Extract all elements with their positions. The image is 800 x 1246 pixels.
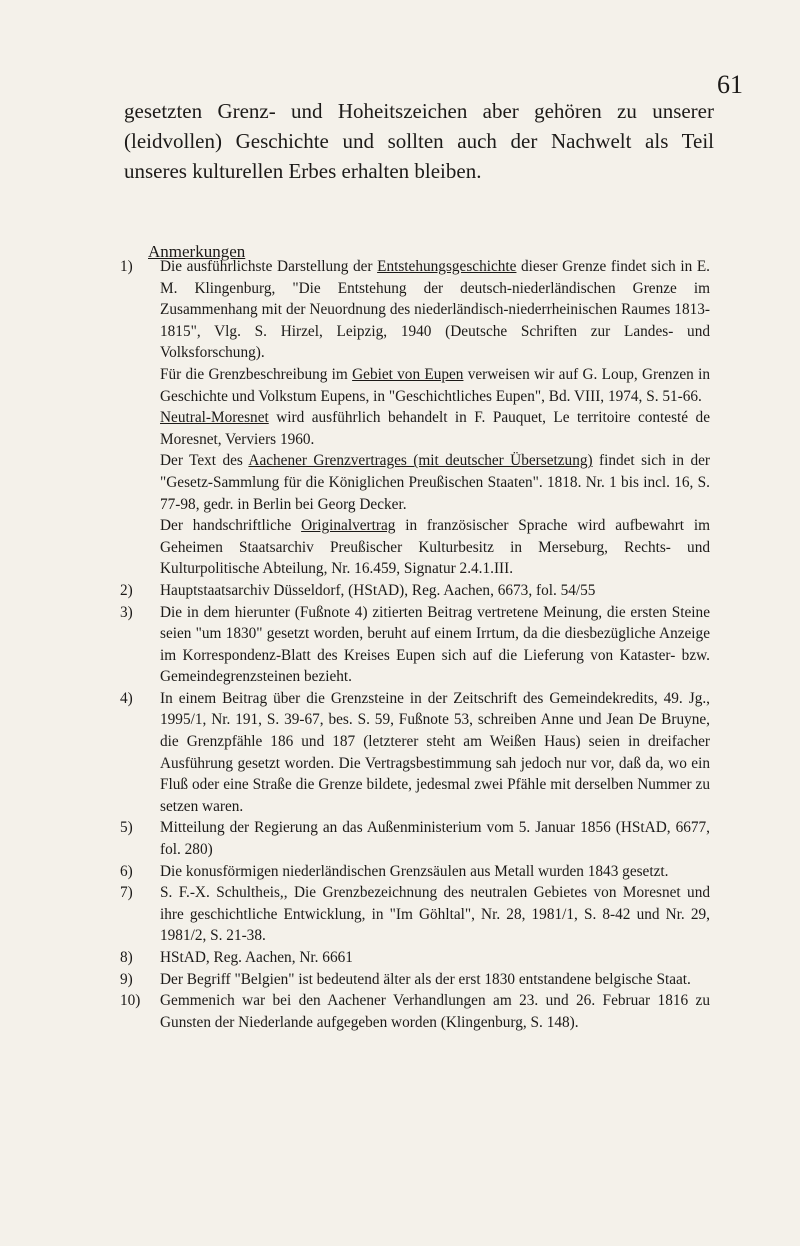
note-item bbox=[120, 990, 710, 1033]
note-text bbox=[160, 861, 710, 883]
text-run: findet sich in der "Gesetz-Sammlung für die Königlichen Preußischen Staaten". 1818. Nr. 1 bis incl. 16, S. 77-98, gedr. in Berlin bei Georg Decker. bbox=[160, 452, 710, 513]
note-paragraph bbox=[160, 861, 710, 883]
text-run: verweisen wir auf G. Loup, Grenzen in Geschichte und Volkstum Eupens, in "Geschichtliches Eupen", Bd. VIII, 1974, S. 51-66. bbox=[160, 365, 710, 405]
note-text bbox=[160, 947, 710, 969]
note-item bbox=[120, 688, 710, 818]
intro-paragraph: gesetzten Grenz- und Hoheitszeichen aber gehören zu unserer (leidvollen) Geschichte und sollten auch der Nachwelt als Teil unseres kulturellen Erbes erhalten bleiben. bbox=[124, 99, 714, 183]
note-paragraph bbox=[160, 882, 710, 947]
note-item bbox=[120, 817, 710, 860]
text-run: Der handschriftliche bbox=[160, 517, 302, 535]
note-text bbox=[160, 817, 710, 860]
note-paragraph bbox=[160, 969, 710, 991]
note-number: 10) bbox=[120, 992, 141, 1010]
text-run: Der Text des bbox=[160, 452, 249, 470]
note-number: 6) bbox=[120, 862, 133, 880]
note-paragraph bbox=[160, 515, 710, 580]
notes-list bbox=[120, 256, 710, 1033]
note-item bbox=[120, 969, 710, 991]
note-number: 9) bbox=[120, 970, 133, 988]
note-item bbox=[120, 947, 710, 969]
note-paragraph bbox=[160, 407, 710, 450]
text-run: in französischer Sprache wird aufbewahrt im Geheimen Staatsarchiv Preußischer Kulturbesitz in Merseburg, Rechts- und Kulturpolitische Abteilung, Nr. 16.459, Signatur 2.4.1.III. bbox=[160, 517, 710, 578]
note-text bbox=[160, 882, 710, 947]
note-text bbox=[160, 256, 710, 580]
note-item bbox=[120, 580, 710, 602]
note-item bbox=[120, 861, 710, 883]
text-run: Gemmenich war bei den Aachener Verhandlungen am 23. und 26. Februar 1816 zu Gunsten der Niederlande aufgegeben worden (Klingenburg, S. 148). bbox=[160, 992, 710, 1031]
text-run: Für die Grenzbeschreibung im bbox=[160, 365, 353, 383]
note-item bbox=[120, 602, 710, 688]
note-text bbox=[160, 969, 710, 991]
page-number: 61 bbox=[717, 70, 743, 99]
text-run: Hauptstaatsarchiv Düsseldorf, (HStAD), Reg. Aachen, 6673, fol. 54/55 bbox=[160, 581, 596, 599]
underlined-term: Aachener Grenzvertrages (mit deutscher Übersetzung) bbox=[248, 452, 593, 470]
underlined-term: Gebiet von Eupen bbox=[352, 365, 464, 383]
note-number: 7) bbox=[120, 884, 133, 902]
note-paragraph bbox=[160, 688, 710, 818]
text-run: Der Begriff "Belgien" ist bedeutend älter als der erst 1830 entstandene belgische Staat. bbox=[160, 970, 691, 988]
underlined-term: Neutral-Moresnet bbox=[160, 409, 269, 427]
note-number: 5) bbox=[120, 819, 133, 837]
text-run: dieser Grenze findet sich in E. M. Klingenburg, "Die Entstehung der deutsch-niederländischen Grenze im Zusammenhang mit der Neuordnung des niederländisch-niederrheinischen Raumes 1813-1815", Vlg. S. Hirzel, Leipzig, 1940 (Deutsche Schriften zur Landes- und Volksforschung). bbox=[160, 258, 710, 362]
note-item bbox=[120, 256, 710, 580]
note-text bbox=[160, 602, 710, 688]
text-run: wird ausführlich behandelt in F. Pauquet, Le territoire contesté de Moresnet, Verviers 1960. bbox=[160, 409, 710, 448]
note-number: 8) bbox=[120, 949, 133, 966]
note-number: 1) bbox=[120, 258, 133, 275]
note-item bbox=[120, 882, 710, 947]
text-run: HStAD, Reg. Aachen, Nr. 6661 bbox=[160, 949, 353, 966]
note-number: 2) bbox=[120, 581, 133, 599]
note-paragraph bbox=[160, 256, 710, 364]
note-number: 4) bbox=[120, 689, 133, 707]
text-run: Mitteilung der Regierung an das Außenministerium vom 5. Januar 1856 (HStAD, 6677, fol. 280) bbox=[160, 819, 710, 859]
note-paragraph bbox=[160, 450, 710, 515]
note-paragraph bbox=[160, 990, 710, 1033]
notes-heading: Anmerkungen bbox=[148, 242, 246, 261]
text-run: Die in dem hierunter (Fußnote 4) zitierten Beitrag vertretene Meinung, die ersten Steine seien "um 1830" gesetzt worden, beruht auf einem Irrtum, da die diesbezügliche Anzeige im Korrespondenz-Blatt des Kreises Eupen sich auf die Lieferung von Kataster- bzw. Gemeindegrenzsteinen bezieht. bbox=[160, 603, 710, 686]
note-text bbox=[160, 580, 710, 602]
note-paragraph bbox=[160, 947, 710, 969]
note-paragraph bbox=[160, 817, 710, 860]
note-paragraph bbox=[160, 602, 710, 688]
note-text bbox=[160, 688, 710, 818]
text-run: S. F.-X. Schultheis,, Die Grenzbezeichnung des neutralen Gebietes von Moresnet und ihre geschichtliche Entwicklung, in "Im Göhltal", Nr. 28, 1981/1, S. 8-42 und Nr. 29, 1981/2, S. 21-38. bbox=[160, 884, 710, 945]
note-paragraph bbox=[160, 580, 710, 602]
underlined-term: Entstehungsgeschichte bbox=[377, 258, 517, 275]
text-run: Die konusförmigen niederländischen Grenzsäulen aus Metall wurden 1843 gesetzt. bbox=[160, 862, 669, 880]
text-run: Die ausführlichste Darstellung der bbox=[160, 258, 378, 275]
underlined-term: Originalvertrag bbox=[301, 517, 396, 535]
text-run: In einem Beitrag über die Grenzsteine in der Zeitschrift des Gemeindekredits, 49. Jg., 1995/1, Nr. 191, S. 39-67, bes. S. 59, Fußnote 53, schreiben Anne und Jean De Bruyne, die Grenzpfähle 186 und 187 (letzterer steht am Weißen Haus) seien in dreifacher Ausführung gesetzt worden. Die Vertragsbestimmung sah jedoch nur vor, daß da, wo ein Fluß oder eine Straße die Grenze bildete, jedesmal zwei Pfähle mit derselben Nummer zu setzen waren. bbox=[160, 689, 710, 815]
note-text bbox=[160, 990, 710, 1033]
note-paragraph bbox=[160, 364, 710, 407]
note-number: 3) bbox=[120, 603, 133, 621]
